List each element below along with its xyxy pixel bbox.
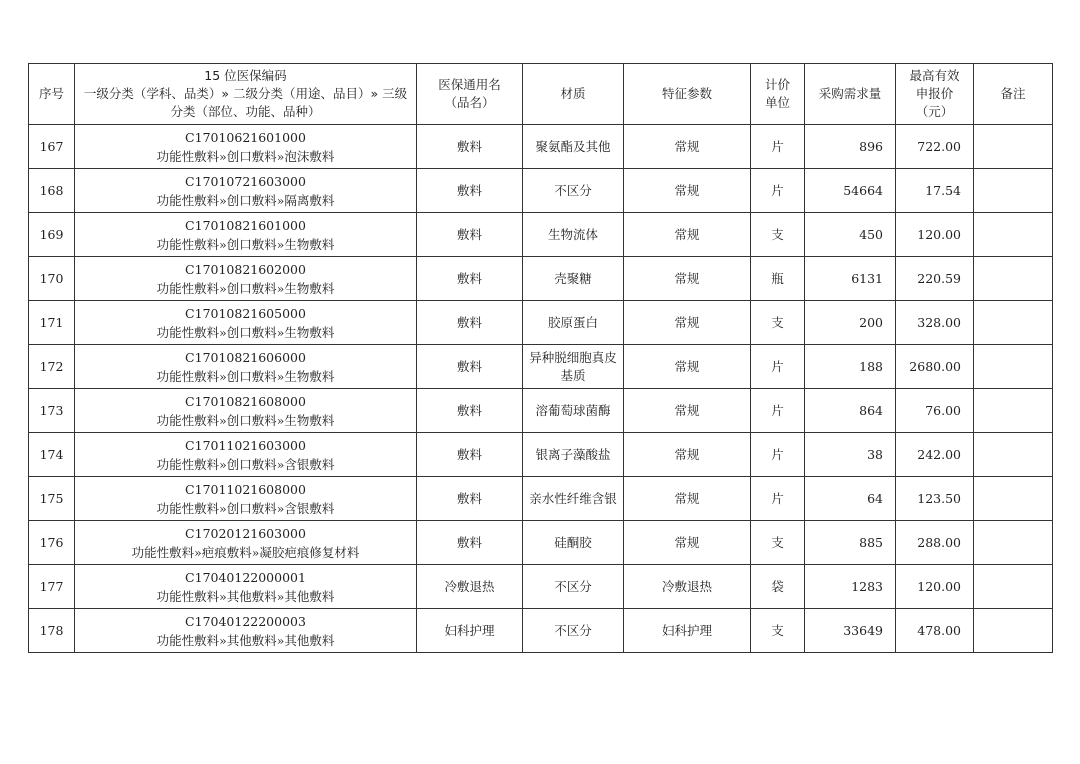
cell-note (974, 169, 1053, 213)
cell-unit: 片 (751, 389, 805, 433)
table-row (29, 477, 1053, 521)
cell-material: 不区分 (523, 565, 624, 609)
cell-material: 聚氨酯及其他 (523, 125, 624, 169)
cell-name: 敷料 (417, 257, 523, 301)
code-number: C17010821605000 (185, 305, 306, 321)
code-category: 功能性敷料»创口敷料»隔离敷料 (156, 192, 335, 208)
cell-note (974, 257, 1053, 301)
cell-qty: 450 (805, 213, 896, 257)
code-number: C17010821602000 (185, 261, 306, 277)
cell-seq: 177 (29, 565, 75, 609)
code-category: 功能性敷料»创口敷料»生物敷料 (156, 324, 335, 340)
code-category: 功能性敷料»创口敷料»含银敷料 (156, 456, 335, 472)
cell-name: 敷料 (417, 213, 523, 257)
table-body (29, 125, 1053, 653)
code-category: 功能性敷料»疤痕敷料»凝胶疤痕修复材料 (131, 544, 360, 560)
header-name-text: 医保通用名 （品名） (438, 77, 501, 110)
cell-qty: 1283 (805, 565, 896, 609)
cell-code (75, 125, 417, 169)
cell-code (75, 345, 417, 389)
cell-price: 76.00 (896, 389, 974, 433)
cell-seq: 170 (29, 257, 75, 301)
code-category: 功能性敷料»其他敷料»其他敷料 (156, 632, 335, 648)
cell-unit: 片 (751, 345, 805, 389)
cell-spec: 妇科护理 (624, 609, 751, 653)
cell-price: 17.54 (896, 169, 974, 213)
cell-code (75, 521, 417, 565)
table-row (29, 213, 1053, 257)
code-number: C17011021608000 (185, 481, 306, 497)
cell-unit: 支 (751, 521, 805, 565)
cell-spec: 常规 (624, 389, 751, 433)
cell-note (974, 345, 1053, 389)
cell-name: 敷料 (417, 169, 523, 213)
cell-price: 220.59 (896, 257, 974, 301)
cell-seq: 167 (29, 125, 75, 169)
header-unit (751, 64, 805, 125)
cell-spec: 常规 (624, 257, 751, 301)
cell-material: 亲水性纤维含银 (523, 477, 624, 521)
cell-material: 溶葡萄球菌酶 (523, 389, 624, 433)
table-row (29, 389, 1053, 433)
cell-spec: 常规 (624, 345, 751, 389)
code-number: C17011021603000 (185, 437, 306, 453)
code-category: 功能性敷料»创口敷料»含银敷料 (156, 500, 335, 516)
header-unit-text: 计价 单位 (764, 77, 790, 110)
code-number: C17010721603000 (185, 173, 306, 189)
cell-material: 不区分 (523, 169, 624, 213)
cell-seq: 174 (29, 433, 75, 477)
cell-name: 冷敷退热 (417, 565, 523, 609)
cell-spec: 常规 (624, 125, 751, 169)
header-code-title: 15 位医保编码 一级分类（学科、品类）» 二级分类（用途、品目）» 三级分类（部位、功能、品种） (83, 68, 408, 119)
cell-price: 123.50 (896, 477, 974, 521)
cell-spec: 常规 (624, 433, 751, 477)
cell-unit: 片 (751, 125, 805, 169)
cell-qty: 33649 (805, 609, 896, 653)
cell-material: 不区分 (523, 609, 624, 653)
cell-price: 2680.00 (896, 345, 974, 389)
cell-name: 敷料 (417, 301, 523, 345)
cell-seq: 171 (29, 301, 75, 345)
cell-price: 328.00 (896, 301, 974, 345)
table-row (29, 521, 1053, 565)
cell-spec: 常规 (624, 213, 751, 257)
cell-note (974, 433, 1053, 477)
header-price (896, 64, 974, 125)
code-number: C17020121603000 (185, 525, 306, 541)
cell-name: 妇科护理 (417, 609, 523, 653)
header-material: 材质 (523, 64, 624, 125)
procurement-table (28, 63, 1053, 653)
cell-name: 敷料 (417, 389, 523, 433)
cell-qty: 864 (805, 389, 896, 433)
cell-code (75, 565, 417, 609)
table-row (29, 565, 1053, 609)
header-seq: 序号 (29, 64, 75, 125)
table-row (29, 301, 1053, 345)
cell-unit: 支 (751, 609, 805, 653)
cell-name: 敷料 (417, 521, 523, 565)
code-category: 功能性敷料»创口敷料»生物敷料 (156, 368, 335, 384)
cell-code (75, 169, 417, 213)
cell-unit: 片 (751, 169, 805, 213)
cell-note (974, 477, 1053, 521)
table-row (29, 433, 1053, 477)
cell-code (75, 389, 417, 433)
header-name (417, 64, 523, 125)
cell-unit: 支 (751, 301, 805, 345)
cell-spec: 常规 (624, 521, 751, 565)
table-row (29, 169, 1053, 213)
cell-name: 敷料 (417, 477, 523, 521)
cell-name: 敷料 (417, 345, 523, 389)
cell-qty: 896 (805, 125, 896, 169)
cell-price: 242.00 (896, 433, 974, 477)
code-number: C17010821608000 (185, 393, 306, 409)
cell-unit: 片 (751, 433, 805, 477)
cell-seq: 172 (29, 345, 75, 389)
cell-unit: 袋 (751, 565, 805, 609)
cell-note (974, 213, 1053, 257)
table-row (29, 257, 1053, 301)
cell-price: 478.00 (896, 609, 974, 653)
code-category: 功能性敷料»创口敷料»生物敷料 (156, 280, 335, 296)
cell-unit: 片 (751, 477, 805, 521)
cell-price: 120.00 (896, 213, 974, 257)
cell-material: 生物流体 (523, 213, 624, 257)
code-number: C17010821601000 (185, 217, 306, 233)
cell-spec: 常规 (624, 169, 751, 213)
cell-spec: 常规 (624, 477, 751, 521)
code-category: 功能性敷料»创口敷料»生物敷料 (156, 412, 335, 428)
cell-seq: 169 (29, 213, 75, 257)
header-note: 备注 (974, 64, 1053, 125)
cell-code (75, 609, 417, 653)
procurement-table-page (28, 63, 1052, 653)
cell-code (75, 433, 417, 477)
cell-qty: 6131 (805, 257, 896, 301)
cell-price: 722.00 (896, 125, 974, 169)
cell-qty: 885 (805, 521, 896, 565)
cell-material: 壳聚糖 (523, 257, 624, 301)
cell-note (974, 389, 1053, 433)
cell-note (974, 521, 1053, 565)
cell-code (75, 257, 417, 301)
code-category: 功能性敷料»创口敷料»泡沫敷料 (156, 148, 335, 164)
cell-name: 敷料 (417, 125, 523, 169)
cell-qty: 200 (805, 301, 896, 345)
cell-qty: 54664 (805, 169, 896, 213)
cell-seq: 178 (29, 609, 75, 653)
code-category: 功能性敷料»其他敷料»其他敷料 (156, 588, 335, 604)
header-price-text: 最高有效 申报价 （元） (909, 68, 960, 119)
code-number: C17010821606000 (185, 349, 306, 365)
cell-unit: 瓶 (751, 257, 805, 301)
cell-note (974, 609, 1053, 653)
cell-price: 288.00 (896, 521, 974, 565)
cell-spec: 常规 (624, 301, 751, 345)
cell-qty: 38 (805, 433, 896, 477)
code-number: C17040122000001 (185, 569, 306, 585)
cell-price: 120.00 (896, 565, 974, 609)
header-spec: 特征参数 (624, 64, 751, 125)
cell-unit: 支 (751, 213, 805, 257)
cell-seq: 168 (29, 169, 75, 213)
cell-material: 异种脱细胞真皮基质 (523, 345, 624, 389)
cell-code (75, 477, 417, 521)
cell-seq: 173 (29, 389, 75, 433)
cell-seq: 175 (29, 477, 75, 521)
table-row (29, 125, 1053, 169)
cell-seq: 176 (29, 521, 75, 565)
cell-note (974, 301, 1053, 345)
cell-note (974, 125, 1053, 169)
cell-note (974, 565, 1053, 609)
cell-spec: 冷敷退热 (624, 565, 751, 609)
code-number: C17010621601000 (185, 129, 306, 145)
cell-material: 银离子藻酸盐 (523, 433, 624, 477)
cell-qty: 188 (805, 345, 896, 389)
cell-qty: 64 (805, 477, 896, 521)
table-row (29, 609, 1053, 653)
header-code (75, 64, 417, 125)
cell-code (75, 301, 417, 345)
code-category: 功能性敷料»创口敷料»生物敷料 (156, 236, 335, 252)
cell-name: 敷料 (417, 433, 523, 477)
header-qty: 采购需求量 (805, 64, 896, 125)
code-number: C17040122200003 (185, 613, 306, 629)
cell-material: 胶原蛋白 (523, 301, 624, 345)
cell-material: 硅酮胶 (523, 521, 624, 565)
table-row (29, 345, 1053, 389)
cell-code (75, 213, 417, 257)
header-row (29, 64, 1053, 125)
